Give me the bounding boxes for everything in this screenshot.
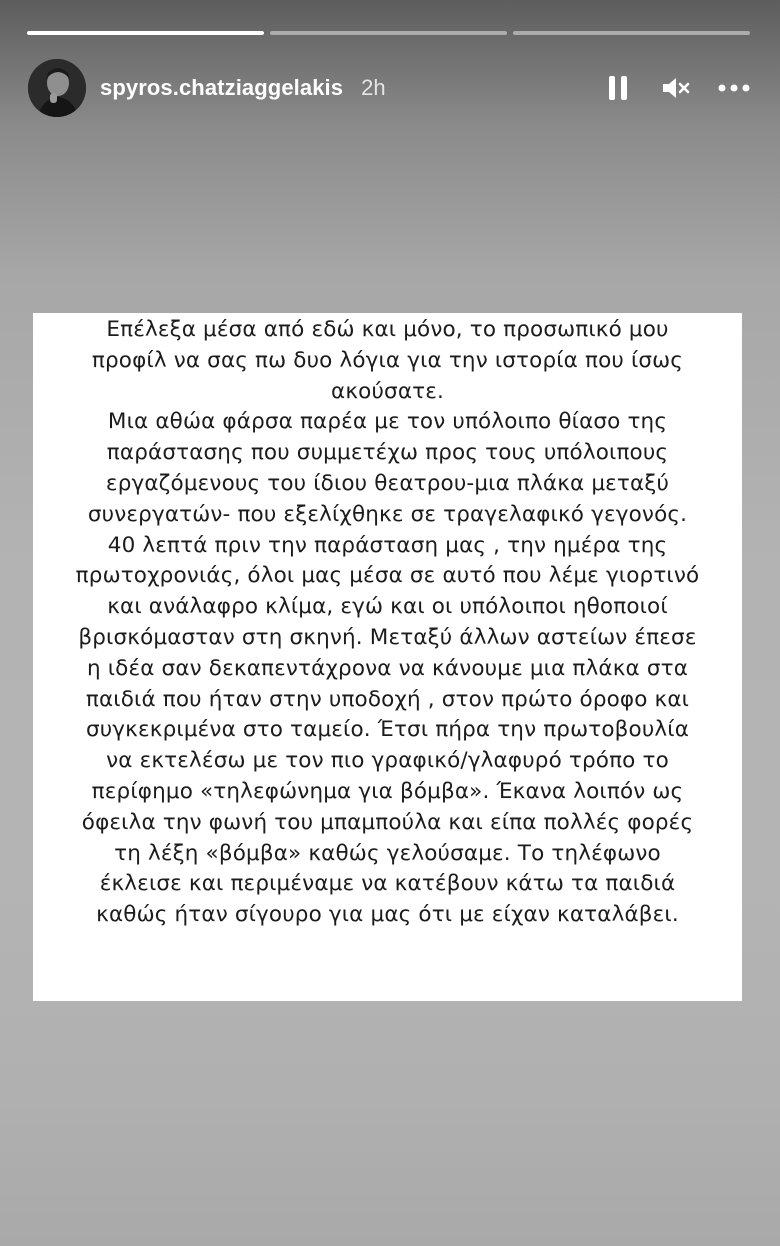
pause-icon [607, 75, 629, 101]
story-text-line: συνεργατών- που εξελίχθηκε σε τραγελαφικό γεγονός. [87, 501, 688, 527]
story-header [28, 58, 750, 118]
avatar-image [28, 59, 86, 117]
story-text-line: τη λέξη «βόμβα» καθώς γελούσαμε. Το τηλέφωνο [114, 840, 661, 866]
story-text-card [33, 313, 742, 1001]
more-options-button[interactable] [718, 72, 750, 104]
story-text-line: καθώς ήταν σίγουρο για μας ότι με είχαν καταλάβει. [96, 902, 679, 928]
mute-button[interactable] [660, 72, 692, 104]
pause-button[interactable] [602, 72, 634, 104]
story-text-line: η ιδέα σαν δεκαπεντάχρονα να κάνουμε μια πλάκα στα [86, 655, 689, 681]
progress-segment-3 [513, 31, 750, 35]
story-text-line: Μια αθώα φάρσα παρέα με τον υπόλοιπο θίασο της [107, 409, 668, 435]
story-text-line: βρισκόμασταν στη σκηνή. Μεταξύ άλλων αστείων έπεσε [78, 624, 697, 650]
story-text-line: όφειλα την φωνή του μπαμπούλα και είπα πολλές φορές [81, 809, 694, 835]
story-text-line: να εκτελέσω με τον πιο γραφικό/γλαφυρό τρόπο το [106, 748, 669, 774]
story-text-line: συγκεκριμένα στο ταμείο. Έτσι πήρα την πρωτοβουλία [85, 717, 690, 743]
story-text-line: εργαζόμενους του ίδιου θεατρου-μια πλάκα μεταξύ [105, 470, 670, 496]
story-username[interactable]: spyros.chatziaggelakis [100, 75, 344, 100]
story-controls [602, 72, 750, 104]
speaker-muted-icon [661, 75, 691, 101]
progress-segment-2 [270, 31, 507, 35]
story-text-line: Επέλεξα μέσα από εδώ και μόνο, το προσωπικό μου [106, 317, 669, 342]
story-text-line: προφίλ να σας πω δυο λόγια για την ιστορία που ίσως [91, 347, 684, 373]
story-progress-bar [27, 31, 750, 35]
story-text-line: πρωτοχρονιάς, όλοι μας μέσα σε αυτό που λέμε γιορτινό [75, 563, 700, 589]
story-time: 2h [361, 75, 386, 100]
avatar[interactable] [28, 59, 86, 117]
progress-segment-1 [27, 31, 264, 35]
more-icon [718, 84, 750, 92]
story-text-line: παιδιά που ήταν στην υποδοχή , στον πρώτο όροφο και [85, 686, 690, 712]
story-text-line: περίφημο «τηλεφώνημα για βόμβα». Έκανα λοιπόν ως [91, 778, 684, 804]
story-text-line: παράστασης που συμμετέχω προς τους υπόλοιπους [106, 440, 669, 466]
story-text-line: έκλεισε και περιμέναμε να κατέβουν κάτω τα παιδιά [99, 871, 676, 897]
story-text-line: ακούσατε. [331, 378, 444, 404]
story-text-line: 40 λεπτά πριν την παράσταση μας , την ημέρα της [107, 532, 668, 558]
progress-fill-1 [27, 31, 264, 35]
story-text-line: και ανάλαφρο κλίμα, εγώ και οι υπόλοιποι ηθοποιοί [107, 594, 668, 620]
